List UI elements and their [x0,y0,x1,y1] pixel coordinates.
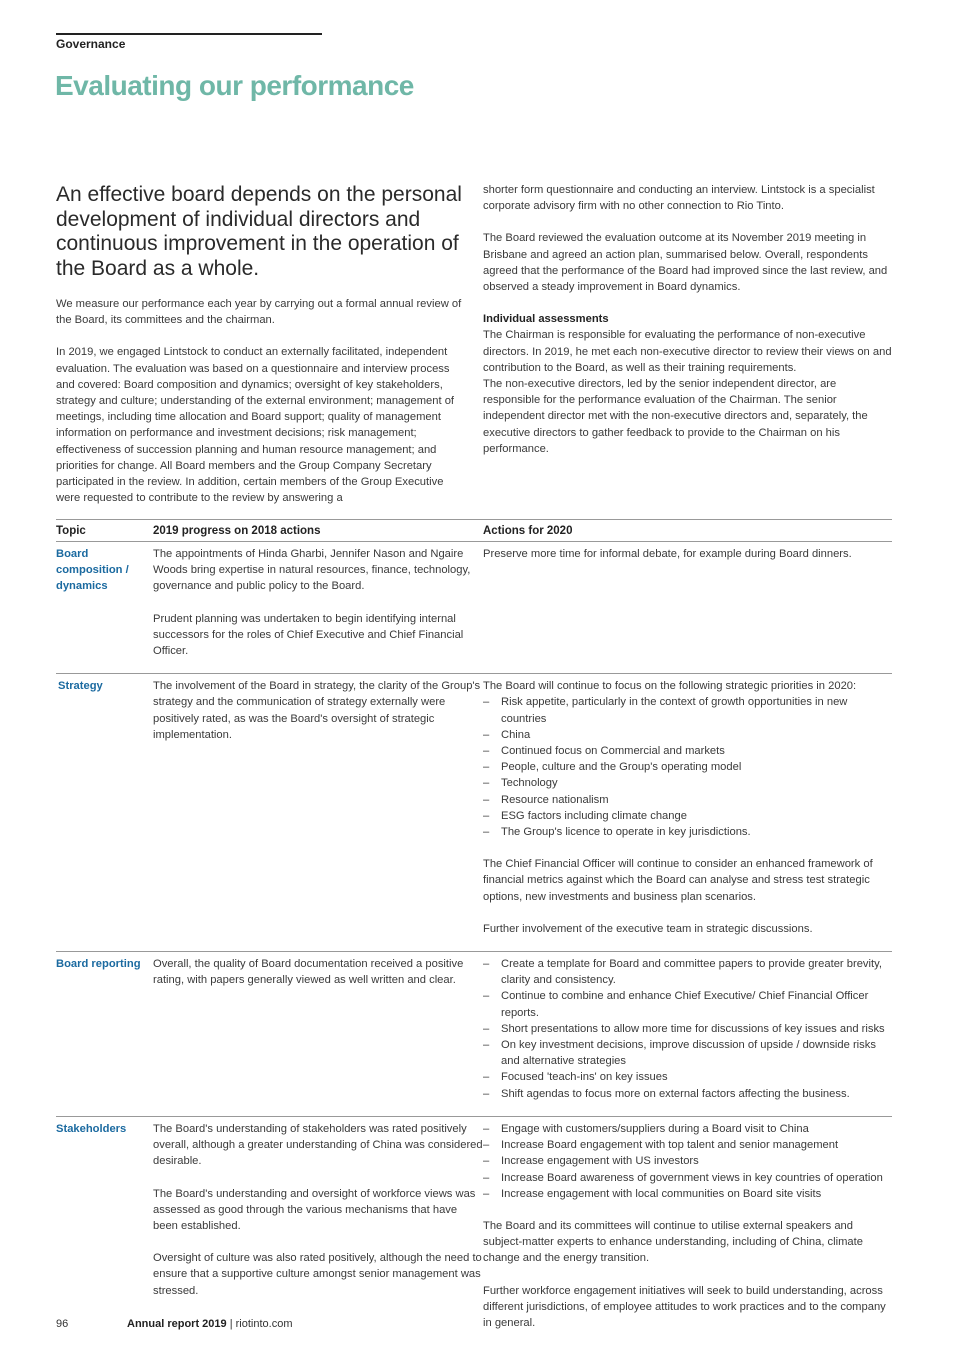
table-row [56,952,892,1117]
actions-text: The Board will continue to focus on the following strategic priorities in 2020: [483,680,857,693]
list-item: – The Group's licence to operate in key jurisdictions. [483,824,892,840]
priorities-list [483,694,892,840]
progress-cell [153,952,483,1117]
list-item: – On key investment decisions, improve discussion of upside / downside risks and alternative strategies [483,1037,892,1069]
stakeholder-actions-list [483,1121,892,1202]
table-row [56,542,892,674]
progress-text: The involvement of the Board in strategy, the clarity of the Group's strategy and the communication of strategy externally were positively rated, as was the Board's oversight of strategic implementation. [153,680,481,741]
col-header-progress: 2019 progress on 2018 actions [153,520,483,542]
actions-text: Further workforce engagement initiatives will seek to build understanding, across different jurisdictions, of employee attitudes to work practices and to the company in general. [483,1284,886,1329]
individual-paragraph: The Chairman is responsible for evaluating the performance of non-executive directors. In 2019, he met each non-executive director to review their views on and contribution to the Board, as well as their training requirements. [483,329,892,374]
page-footer [56,1318,292,1330]
topic-cell: Board reporting [56,952,153,1117]
left-column [56,296,468,506]
page-title: Evaluating our performance [55,70,414,101]
actions-text: The Chief Financial Officer will continue to consider an enhanced framework of financial metrics against which the Board can analyse and stress test strategic options, new investments and business plan scenarios. [483,858,873,903]
progress-text: Oversight of culture was also rated positively, although the need to ensure that a supportive culture amongst senior management was stressed. [153,1252,482,1297]
individual-heading: Individual assessments [483,313,609,326]
table-row [56,1116,892,1345]
topic-cell: Strategy [56,674,153,952]
list-item: – ESG factors including climate change [483,808,892,824]
topic-cell: Board composition / dynamics [56,548,129,593]
lead-paragraph: An effective board depends on the personal development of individual directors and continuous improvement in the operation of the Board as a whole. [56,183,462,280]
actions-text: Preserve more time for informal debate, for example during Board dinners. [483,548,852,560]
list-item: – Engage with customers/suppliers during a Board visit to China [483,1121,892,1137]
list-item: – Increase Board awareness of government views in key countries of operation [483,1170,892,1186]
list-item: – People, culture and the Group's operating model [483,759,892,775]
list-item: – Risk appetite, particularly in the context of growth opportunities in new countries [483,694,892,726]
progress-text: Prudent planning was undertaken to begin identifying internal successors for the roles of Chief Executive and Chief Financial Officer. [153,612,464,658]
actions-cell [483,542,892,674]
list-item: – Continue to combine and enhance Chief Executive/ Chief Financial Officer reports. [483,988,892,1020]
site-link[interactable]: riotinto.com [235,1318,293,1330]
right-column [483,182,895,457]
engagement-paragraph: In 2019, we engaged Lintstock to conduct an externally facilitated, independent evaluation. The evaluation was based on a questionnaire and interview process and covered: Board composition and dynamics; oversight of key stakeholders, strategy and culture; understanding of the external environment; management of meetings, including time allocation and Board support; quality of management information on performance and investment decisions; risk management; effectiveness of succession planning and human resource management; and priorities for change. All Board members and the Group Company Secretary participated in the review. In addition, certain members of the Group Executive were requested to contribute to the review by answering a [56,346,455,505]
section-label: Governance [56,37,126,51]
list-item: – Create a template for Board and committee papers to provide greater brevity, clarity and consistency. [483,956,892,988]
actions-text: The Board and its committees will continue to utilise external speakers and subject-matter experts to enhance understanding, including of China, climate change and the energy transition. [483,1219,863,1265]
actions-table [56,519,892,1345]
header-rule [56,33,322,35]
individual-paragraph: The non-executive directors, led by the senior independent director, are responsible for the performance evaluation of the Chairman. The senior independent director met with the non-executive directors and, separately, the executive directors to gather feedback to provide to the Chairman on his performance. [483,378,868,455]
list-item: – Focused 'teach-ins' on key issues [483,1069,892,1085]
intro-paragraph: We measure our performance each year by carrying out a formal annual review of the Board, its committees and the chairman. [56,298,462,327]
list-item: – Increase engagement with US investors [483,1153,892,1169]
individual-assessments [483,311,895,457]
list-item: – Increase Board engagement with top talent and senior management [483,1137,892,1153]
actions-cell [483,674,892,952]
report-name: Annual report 2019 [127,1318,227,1330]
progress-cell [153,1116,483,1345]
reporting-actions-list [483,956,892,1102]
continuation-paragraph: shorter form questionnaire and conducting an interview. Lintstock is a specialist corporate advisory firm with no other connection to Rio Tinto. [483,184,875,213]
footer-separator: | [229,1318,233,1330]
list-item: – Continued focus on Commercial and markets [483,743,892,759]
list-item: – Short presentations to allow more time for discussions of key issues and risks [483,1021,892,1037]
progress-text: The appointments of Hinda Gharbi, Jennifer Nason and Ngaire Woods bring expertise in natural resources, finance, technology, governance and public policy to the Board. [153,548,471,593]
progress-text: The Board's understanding and oversight of workforce views was assessed as good through the various mechanisms that have been established. [153,1187,476,1232]
list-item: – Increase engagement with local communities on Board site visits [483,1186,892,1202]
actions-cell [483,1116,892,1345]
topic-cell: Stakeholders [56,1116,153,1345]
progress-cell [153,542,483,674]
list-item: – Technology [483,775,892,791]
col-header-topic: Topic [56,520,153,542]
progress-text: Overall, the quality of Board documentation received a positive rating, with papers generally viewed as well written and clear. [153,958,464,987]
outcome-paragraph: The Board reviewed the evaluation outcome at its November 2019 meeting in Brisbane and agreed an action plan, summarised below. Overall, respondents agreed that the performance of the Board had improved since the last review, and observed a steady improvement in Board dynamics. [483,232,888,294]
list-item: – China [483,727,892,743]
page-number: 96 [56,1318,69,1330]
progress-cell [153,674,483,952]
actions-text: Further involvement of the executive team in strategic discussions. [483,922,813,935]
actions-cell [483,952,892,1117]
list-item: – Resource nationalism [483,792,892,808]
col-header-actions: Actions for 2020 [483,520,892,542]
table-row [56,674,892,952]
progress-text: The Board's understanding of stakeholders was rated positively overall, although a greater understanding of China was considered desirable. [153,1122,483,1168]
list-item: – Shift agendas to focus more on external factors affecting the business. [483,1086,892,1102]
